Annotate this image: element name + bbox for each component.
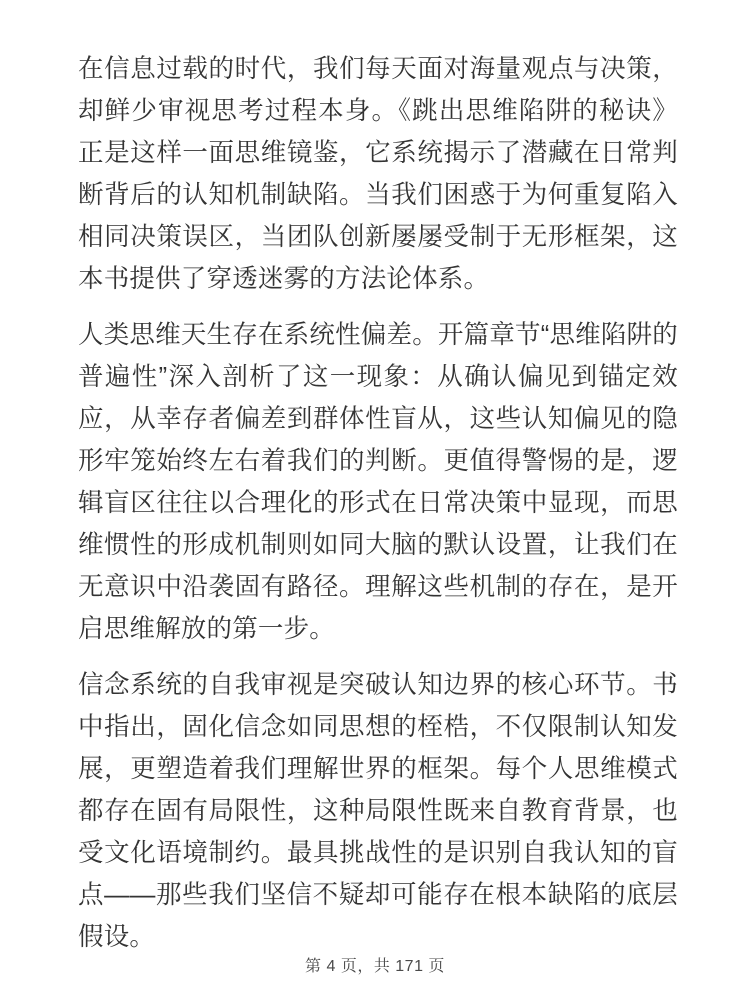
page-footer: 第 4 页，共 171 页 — [305, 958, 445, 975]
paragraph-3: 信念系统的自我审视是突破认知边界的核心环节。书中指出，固化信念如同思想的桎梏，不仅限制认知发展，更塑造着我们理解世界的框架。每个人思维模式都存在固有局限性，这种局限性既来自教育背景，也受文化语境制约。最具挑战性的是识别自我认知的盲点——那些我们坚信不疑却可能存在根本缺陷的底层假设。 — [78, 671, 678, 951]
paragraph-2: 人类思维天生存在系统性偏差。开篇章节“思维陷阱的普遍性”深入剖析了这一现象：从确认偏见到锚定效应，从幸存者偏差到群体性盲从，这些认知偏见的隐形牢笼始终左右着我们的判断。更值得警惕的是，逻辑盲区往往以合理化的形式在日常决策中显现，而思维惯性的形成机制则如同大脑的默认设置，让我们在无意识中沿袭固有路径。理解这些机制的存在，是开启思维解放的第一步。 — [78, 321, 678, 643]
paragraph-1: 在信息过载的时代，我们每天面对海量观点与决策，却鲜少审视思考过程本身。《跳出思维陷阱的秘诀》正是这样一面思维镜鉴，它系统揭示了潜藏在日常判断背后的认知机制缺陷。当我们困惑于为何重复陷入相同决策误区，当团队创新屡屡受制于无形框架，这本书提供了穿透迷雾的方法论体系。 — [78, 55, 678, 293]
